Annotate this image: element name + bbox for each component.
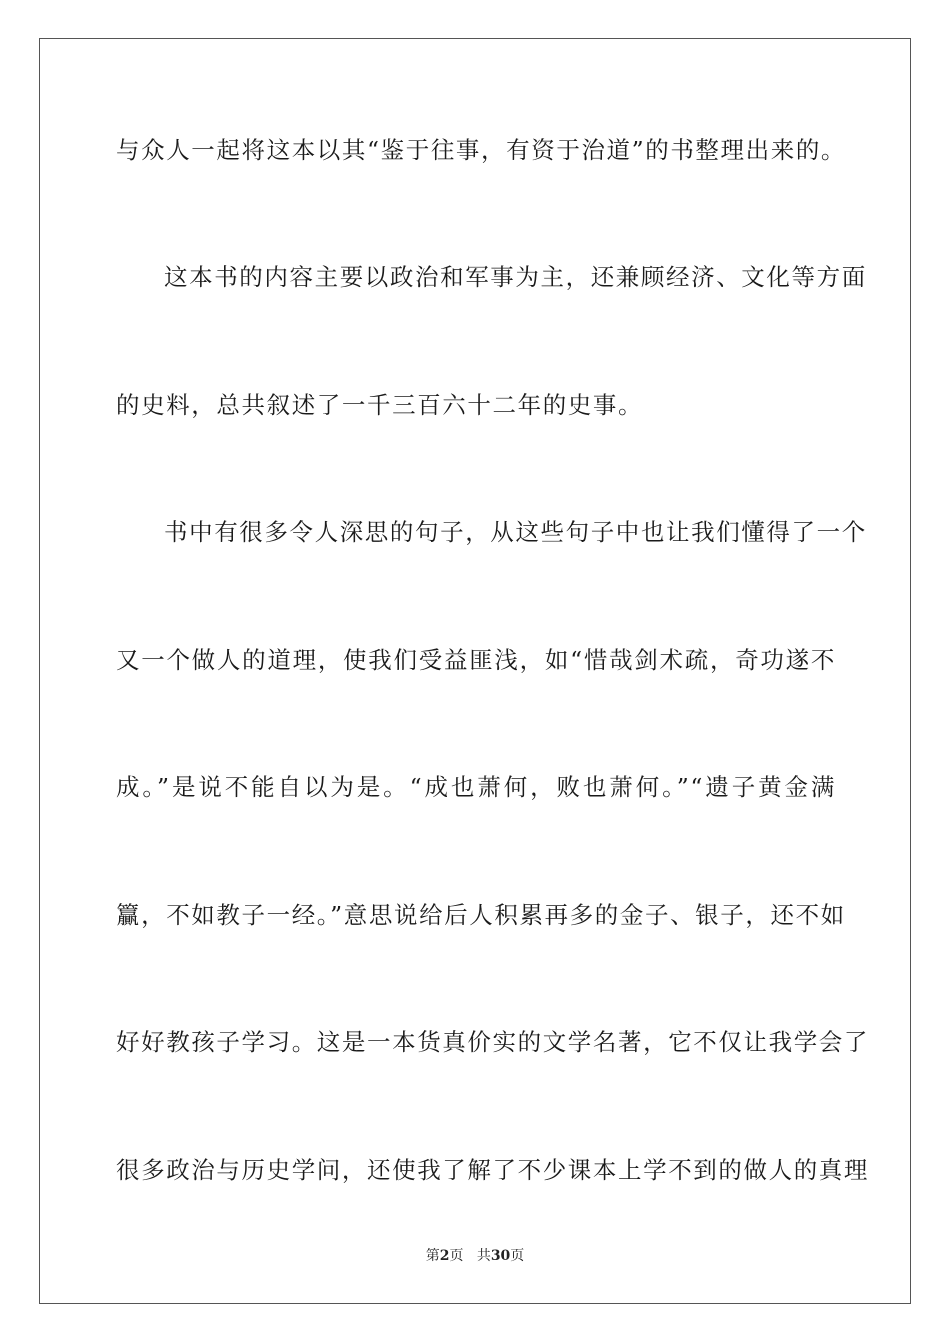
text-line-4: 书中有很多令人深思的句子，从这些句子中也让我们懂得了一个 <box>164 518 867 546</box>
total-suffix: 页 <box>510 1248 525 1264</box>
text-line-1: 与众人一起将这本以其“鉴于往事，有资于治道”的书整理出来的。 <box>116 136 847 164</box>
total-pages: 30 <box>490 1248 511 1264</box>
text-line-6: 成。”是说不能自以为是。“成也萧何，败也萧何。”“遗子黄金满 <box>116 773 836 801</box>
text-line-7: 籯，不如教子一经。”意思说给后人积累再多的金子、银子，还不如 <box>116 901 846 929</box>
page-prefix: 第 <box>425 1248 440 1264</box>
page-footer <box>0 1247 950 1265</box>
page-suffix: 页 <box>449 1248 464 1264</box>
text-line-8: 好好教孩子学习。这是一本货真价实的文学名著，它不仅让我学会了 <box>116 1028 869 1056</box>
total-prefix: 共 <box>476 1248 491 1264</box>
page-number: 2 <box>439 1248 450 1264</box>
text-line-9: 很多政治与历史学问，还使我了解了不少课本上学不到的做人的真理 <box>116 1156 869 1184</box>
text-line-5: 又一个做人的道理，使我们受益匪浅，如“惜哉剑术疏，奇功遂不 <box>116 646 836 674</box>
text-line-3: 的史料，总共叙述了一千三百六十二年的史事。 <box>116 391 644 419</box>
text-line-2: 这本书的内容主要以政治和军事为主，还兼顾经济、文化等方面 <box>164 263 867 291</box>
